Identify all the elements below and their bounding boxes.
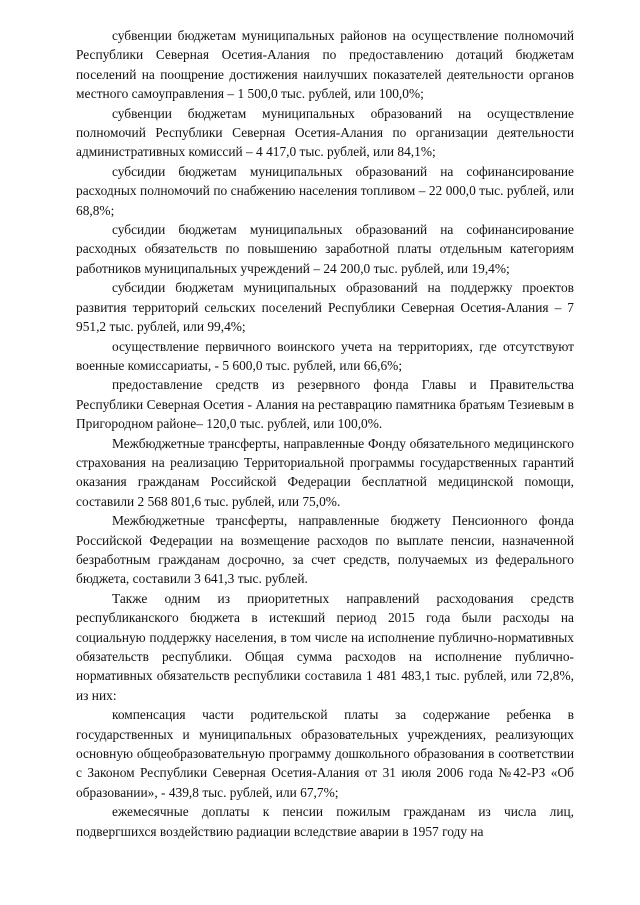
paragraph-2: субвенции бюджетам муниципальных образований на осуществление полномочий Республики Северная Осетия-Алания по организации деятельности административных комиссий – 4 417,0 тыс. рублей, или 84,1%;: [76, 105, 574, 160]
document-page: [76, 26, 574, 841]
paragraph-4: субсидии бюджетам муниципальных образований на софинансирование расходных обязательств по повышению заработной платы отдельным категориям работников муниципальных учреждений – 24 200,0 тыс. рублей, или 19,4%;: [76, 222, 574, 276]
paragraph-6: осуществление первичного воинского учета на территориях, где отсутствуют военные комиссариаты, - 5 600,0 тыс. рублей, или 66,6%;: [76, 338, 574, 373]
paragraph-10: Также одним из приоритетных направлений расходования средств республиканского бюджета в истекший период 2015 года были расходы на социальную поддержку населения, в том числе на исполнение публично-нормативных обязательств республики. Общая сумма расходов на исполнение публично-нормативных обязательств республики составила 1 481 483,1 тыс. рублей, или 72,8%, из них:: [76, 590, 574, 703]
paragraph-11: компенсация части родительской платы за содержание ребенка в государственных и муниципальных образовательных учреждениях, реализующих основную общеобразовательную программу дошкольного образования в соответствии с Законом Республики Северная Осетия-Алания от 31 июля 2006 года №42-РЗ «Об образовании», - 439,8 тыс. рублей, или 67,7%;: [76, 707, 574, 800]
paragraph-12: ежемесячные доплаты к пенсии пожилым гражданам из числа лиц, подвергшихся воздействию радиации вследствие аварии в 1957 году на: [76, 804, 574, 839]
paragraph-3: субсидии бюджетам муниципальных образований на софинансирование расходных полномочий по снабжению населения топливом – 22 000,0 тыс. рублей, или 68,8%;: [76, 163, 574, 218]
paragraph-9: Межбюджетные трансферты, направленные бюджету Пенсионного фонда Российской Федерации на возмещение расходов по выплате пенсии, назначенной безработным гражданам досрочно, за счет средств, получаемых из федерального бюджета, составили 3 641,3 тыс. рублей.: [76, 513, 574, 587]
paragraph-5: субсидии бюджетам муниципальных образований на поддержку проектов развития территорий сельских поселений Республики Северная Осетия-Алания – 7 951,2 тыс. рублей, или 99,4%;: [76, 280, 574, 335]
paragraph-7: предоставление средств из резервного фонда Главы и Правительства Республики Северная Осетия - Алания на реставрацию памятника братьям Тезиевым в Пригородном районе– 120,0 тыс. рублей, или 100,0%.: [76, 377, 574, 432]
paragraph-8: Межбюджетные трансферты, направленные Фонду обязательного медицинского страхования на реализацию Территориальной программы государственных гарантий оказания гражданам Российской Федерации бесплатной медицинской помощи, составили 2 568 801,6 тыс. рублей, или 75,0%.: [76, 435, 574, 509]
paragraph-1: субвенции бюджетам муниципальных районов на осуществление полномочий Республики Северная Осетия-Алания по предоставлению дотаций бюджетам поселений на поощрение достижения наилучших показателей деятельности органов местного самоуправления – 1 500,0 тыс. рублей, или 100,0%;: [76, 28, 574, 102]
